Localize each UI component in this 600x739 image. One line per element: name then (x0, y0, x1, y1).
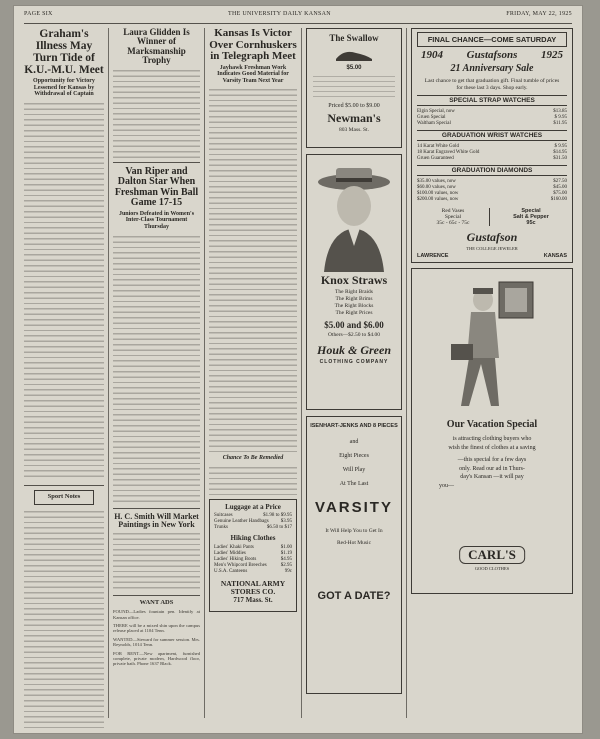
column-5 (411, 28, 573, 728)
strap-title: SPECIAL STRAP WATCHES (417, 95, 567, 106)
price-line: $200.00 values, now $160.00 (417, 197, 567, 203)
swallow-title: The Swallow (329, 33, 379, 43)
newmans-ad (306, 28, 402, 148)
column-4 (306, 28, 402, 728)
price-line: Ladies' Khaki Pants $1.00 (214, 544, 292, 550)
knox-straws-ad (306, 154, 402, 410)
price-line: $35.00 values, now $27.50 (417, 179, 567, 185)
headline-smith: H. C. Smith Will Market Paintings in New York (114, 511, 199, 529)
newspaper-page (14, 6, 582, 733)
article-subhead: Chance To Be Remedied (222, 455, 284, 462)
houk-green-sub: CLOTHING COMPANY (319, 358, 389, 365)
ad-text: It Will Help You to Get In (325, 528, 383, 534)
diamond-title: GRADUATION DIAMONDS (417, 165, 567, 176)
sale-intro: Last chance to get that graduation gift. Final tumble of prices for these last 3 days. Shop early. (424, 78, 560, 91)
headline-graham: Graham's Illness May Turn Tide of K.U.-M.U. Meet (24, 28, 104, 77)
varsity-title: VARSITY (315, 499, 393, 516)
deck-van-riper: Juniors Defeated in Women's Inter-Class Tournament Thursday (118, 210, 195, 230)
anniversary-heading: 1904 Gustafsons 1925 (421, 49, 563, 61)
man-straw-hat-illustration (314, 162, 394, 272)
vacation-special-title: Our Vacation Special (446, 418, 538, 430)
shoe-icon (334, 45, 374, 63)
want-ad: THERE will be a mixed shin upon the campus release placed at 1104 Tenn. (113, 622, 200, 634)
knox-line: The Right Blocks (334, 302, 374, 309)
want-ad: FOR RENT—New apartment, furnished complete, private modern, Hardwood floor, private bath. Phone 1637 Black. (113, 650, 200, 667)
varsity-dance-ad (306, 416, 402, 694)
gustafson-ad (411, 28, 573, 263)
ad-text: Eight Pieces (339, 453, 369, 459)
deck-graham: Opportunity for Victory Lessened for Kansas by Withdrawal of Captain (33, 78, 95, 98)
price-line: 18 Karat Engraved White Gold $14.95 (417, 150, 567, 156)
special-boxes (417, 208, 567, 226)
price-line: Gruen Special $ 9.95 (417, 115, 567, 121)
column-rule (301, 28, 302, 718)
issue-date: FRIDAY, MAY 22, 1925 (506, 11, 572, 17)
ad-text: Red-Hot Music (336, 540, 372, 546)
price-line: U.S.A. Canteens 99c (214, 568, 292, 574)
band-name: ISENHART-JENKS AND 8 PIECES (310, 423, 398, 429)
paper-title: THE UNIVERSITY DAILY KANSAN (228, 11, 331, 17)
hiking-title: Hiking Clothes (230, 534, 276, 543)
price-line: Men's Whipcord Breeches $2.95 (214, 562, 292, 568)
price-line: Genuine Leather Handbags $3.95 (214, 519, 292, 525)
article-body (24, 101, 104, 481)
national-army-stores-ad (209, 499, 297, 612)
price-line: Ladies' Hiking Boots $4.95 (214, 556, 292, 562)
want-ad: WANTED—Steward for summer session. Mrs. Reynolds, 1014 Tenn. (113, 636, 200, 648)
ad-text: Will Play (342, 467, 366, 473)
gustafson-signature: Gustafson (466, 230, 518, 245)
knox-title: Knox Straws (320, 273, 388, 287)
luggage-title: Luggage at a Price (225, 503, 281, 512)
article-body (113, 234, 200, 504)
got-a-date: GOT A DATE? (317, 590, 391, 602)
ad-text: At The Last (339, 481, 369, 487)
price-line: Waltham Special $11.95 (417, 121, 567, 127)
price-line: Gruen Guaranteed $31.50 (417, 156, 567, 162)
knox-others: Others—$2.50 to $4.00 (328, 332, 380, 339)
store-address: 717 Mass. St. (233, 596, 273, 605)
red-vases-box: Red Vases Special 35c - 65c - 75c (417, 208, 490, 226)
location-line: LAWRENCE KANSAS (417, 252, 567, 259)
want-ad: FOUND—Ladies fountain pen. Identify at Kansan office. (113, 609, 200, 620)
headline-van-riper: Van Riper and Dalton Star When Freshman Win Ball Game 17-15 (114, 165, 199, 209)
column-3 (209, 28, 297, 728)
price-line: 14 Karat White Gold $ 9.95 (417, 144, 567, 150)
swallow-price: $5.00 (346, 65, 362, 72)
ad-copy (313, 74, 395, 100)
ad-text: and (349, 439, 359, 445)
carls-ad (411, 268, 573, 594)
vacation-copy: is attracting clothing buyers who wish the finest of clothes at a saving —this special for a few days only. Read our ad in Thurs- day's Kansan —it will pay you— (439, 436, 536, 489)
headline-glidden: Laura Glidden Is Winner of Marksmanship Trophy (123, 28, 190, 66)
column-2 (113, 28, 200, 728)
price-line: Elgin Special, now $13.85 (417, 109, 567, 115)
price-line: Ladies' Middies $1.19 (214, 550, 292, 556)
knox-prices: $5.00 and $6.00 (324, 319, 384, 330)
price-line: $100.00 values, now $75.00 (417, 191, 567, 197)
sports-notes-header: Sport Notes (34, 490, 94, 505)
column-rule (204, 28, 205, 718)
carls-logo: CARL'S GOOD CLOTHES (459, 546, 525, 571)
final-chance-banner: FINAL CHANCE—COME SATURDAY (417, 32, 567, 47)
store-name: NATIONAL ARMY STORES CO. (220, 578, 286, 596)
article-body (209, 87, 297, 452)
column-1 (24, 28, 104, 728)
anniversary-sub: 21 Anniversary Sale (450, 62, 534, 74)
knox-line: The Right Prices (335, 309, 373, 316)
article-body (209, 465, 297, 495)
price-line: $60.00 values, now $45.00 (417, 185, 567, 191)
column-rule (406, 28, 407, 718)
want-ads-title: WANT ADS (139, 599, 174, 607)
wrist-title: GRADUATION WRIST WATCHES (417, 130, 567, 141)
deck-kansas-victor: Jayhawk Freshman Work Indicates Good Material for Varsity Team Next Year (217, 64, 289, 84)
article-body (113, 68, 200, 158)
page-number: PAGE SIX (24, 11, 53, 17)
salt-pepper-box: Special Salt & Pepper 95c (513, 208, 549, 227)
sports-notes-body (24, 509, 104, 728)
masthead (24, 11, 572, 24)
swallow-range: Priced $5.00 to $9.00 (328, 103, 380, 110)
newmans-logo: Newman's (327, 111, 381, 126)
newmans-address: 803 Mass. St. (339, 127, 369, 134)
article-body (113, 531, 200, 591)
man-with-suitcase-illustration (447, 274, 537, 414)
college-jeweler: THE COLLEGE JEWELER (466, 245, 518, 251)
knox-line: The Right Brims (335, 295, 373, 302)
price-line: Trunks $6.50 to $17 (214, 525, 292, 531)
headline-kansas-victor: Kansas Is Victor Over Cornhuskers in Telegraph Meet (209, 28, 297, 63)
knox-line: The Right Braids (335, 288, 373, 295)
column-rule (108, 28, 109, 718)
houk-green-logo: Houk & Green (316, 343, 391, 358)
price-line: Suitcases $1.98 to $9.95 (214, 513, 292, 519)
